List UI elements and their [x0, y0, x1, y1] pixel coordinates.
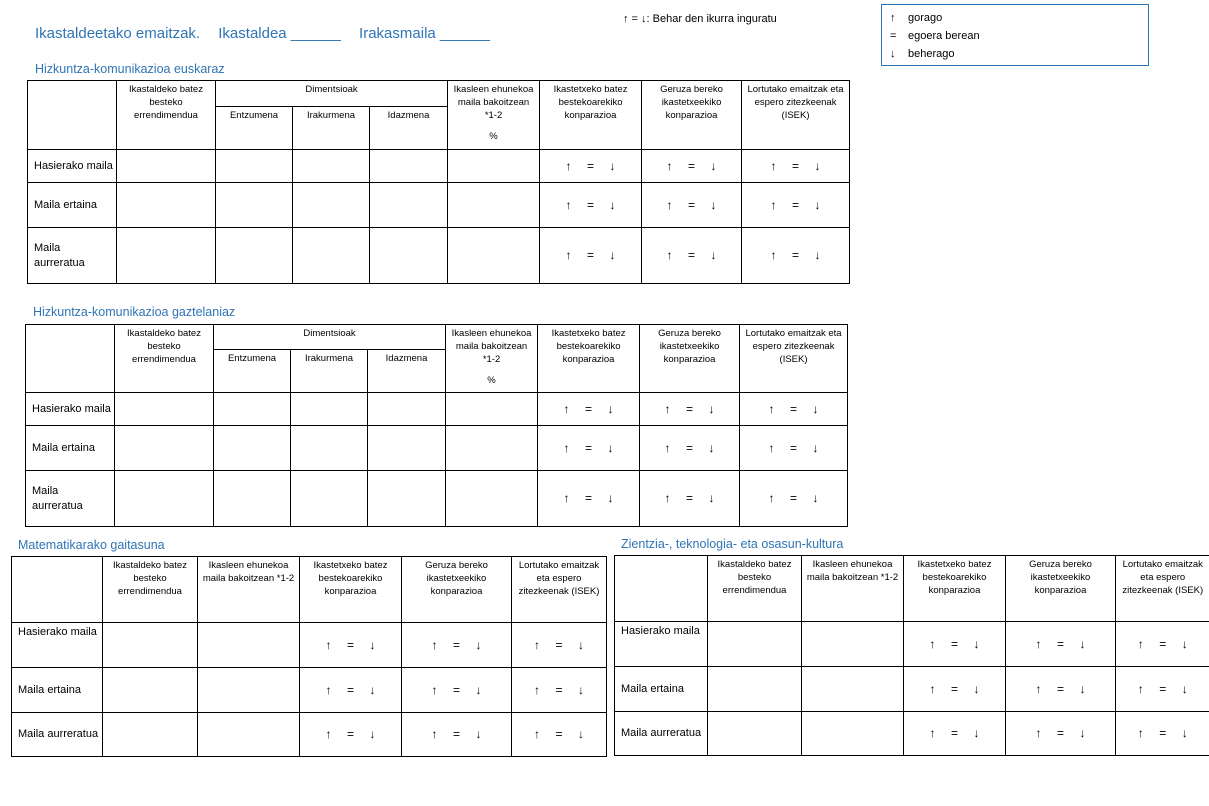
header-geruza: Geruza bereko ikastetxeekiko konparazioa [402, 557, 512, 623]
table-row [615, 667, 1209, 712]
arrow-choice[interactable]: ↑ = ↓ [642, 183, 742, 228]
corner-cell [26, 325, 115, 393]
input-cell[interactable] [117, 150, 216, 183]
input-cell[interactable] [368, 426, 446, 471]
table-euskara [27, 80, 850, 284]
arrow-choice[interactable]: ↑ = ↓ [904, 622, 1006, 667]
page-title [35, 25, 504, 42]
input-cell[interactable] [448, 183, 540, 228]
corner-cell [28, 81, 117, 150]
arrow-choice[interactable]: ↑ = ↓ [1006, 622, 1116, 667]
input-cell[interactable] [198, 713, 300, 757]
arrow-choice[interactable]: ↑ = ↓ [640, 393, 740, 426]
header-isek: Lortutako emaitzak eta espero zitezkeenak (ISEK) [742, 81, 850, 150]
input-cell[interactable] [214, 393, 291, 426]
arrow-choice[interactable]: ↑ = ↓ [540, 228, 642, 284]
arrow-choice[interactable]: ↑ = ↓ [642, 150, 742, 183]
arrow-choice[interactable]: ↑ = ↓ [904, 712, 1006, 756]
table-row [615, 712, 1209, 756]
arrow-choice[interactable]: ↑ = ↓ [1006, 712, 1116, 756]
arrow-choice[interactable]: ↑ = ↓ [300, 623, 402, 668]
arrow-choice[interactable]: ↑ = ↓ [512, 668, 607, 713]
input-cell[interactable] [103, 623, 198, 668]
arrow-choice[interactable]: ↑ = ↓ [512, 623, 607, 668]
input-cell[interactable] [446, 471, 538, 527]
input-cell[interactable] [708, 667, 802, 712]
input-cell[interactable] [291, 426, 368, 471]
header-errendimendua: Ikastaldeko batez besteko errendimendua [117, 81, 216, 150]
header-geruza: Geruza bereko ikastetxeekiko konparazioa [642, 81, 742, 150]
arrow-choice[interactable]: ↑ = ↓ [540, 150, 642, 183]
arrow-choice[interactable]: ↑ = ↓ [1116, 667, 1209, 712]
input-cell[interactable] [117, 183, 216, 228]
input-cell[interactable] [368, 471, 446, 527]
arrow-choice[interactable]: ↑ = ↓ [742, 228, 850, 284]
arrow-choice[interactable]: ↑ = ↓ [402, 713, 512, 757]
input-cell[interactable] [103, 668, 198, 713]
equal-icon: = [890, 30, 897, 42]
irakasmaila-field[interactable]: Irakasmaila ______ [359, 25, 490, 42]
input-cell[interactable] [448, 228, 540, 284]
input-cell[interactable] [293, 228, 370, 284]
header-irakurmena: Irakurmena [293, 107, 370, 150]
input-cell[interactable] [370, 183, 448, 228]
input-cell[interactable] [291, 393, 368, 426]
input-cell[interactable] [216, 183, 293, 228]
table-row [28, 228, 850, 284]
arrow-choice[interactable]: ↑ = ↓ [512, 713, 607, 757]
section-title-zientzia: Zientzia-, teknologia- eta osasun-kultura [621, 537, 844, 551]
legend-item-up: ↑ gorago [890, 9, 1148, 27]
arrow-choice[interactable]: ↑ = ↓ [1006, 667, 1116, 712]
arrow-choice[interactable]: ↑ = ↓ [1116, 712, 1209, 756]
header-dimentsioak: Dimentsioak [216, 81, 448, 107]
ikastaldea-field[interactable]: Ikastaldea ______ [218, 25, 341, 42]
title-text: Ikastaldeetako emaitzak. [35, 25, 201, 42]
row-label: Hasierako maila [26, 393, 115, 426]
header-idazmena: Idazmena [370, 107, 448, 150]
header-ikastetxe: Ikastetxeko batez bestekoarekiko konparazioa [300, 557, 402, 623]
header-ikastetxe: Ikastetxeko batez bestekoarekiko konparazioa [904, 556, 1006, 622]
input-cell[interactable] [216, 150, 293, 183]
table-row [12, 668, 607, 713]
input-cell[interactable] [115, 471, 214, 527]
input-cell[interactable] [448, 150, 540, 183]
input-cell[interactable] [198, 668, 300, 713]
header-isek: Lortutako emaitzak eta espero zitezkeenak (ISEK) [740, 325, 848, 393]
row-label: Hasierako maila [12, 623, 103, 668]
corner-cell [615, 556, 708, 622]
header-idazmena: Idazmena [368, 350, 446, 393]
arrow-choice[interactable]: ↑ = ↓ [740, 393, 848, 426]
arrow-up-icon: ↑ [890, 12, 896, 24]
input-cell[interactable] [115, 393, 214, 426]
arrow-choice[interactable]: ↑ = ↓ [740, 426, 848, 471]
arrow-choice[interactable]: ↑ = ↓ [300, 713, 402, 757]
row-label: Maila aurreratua [615, 712, 708, 756]
input-cell[interactable] [370, 150, 448, 183]
table-row [615, 622, 1209, 667]
header-geruza: Geruza bereko ikastetxeekiko konparazioa [1006, 556, 1116, 622]
row-label: Maila aurreratua [28, 228, 117, 284]
table-row [28, 183, 850, 228]
input-cell[interactable] [216, 228, 293, 284]
input-cell[interactable] [198, 623, 300, 668]
header-isek: Lortutako emaitzak eta espero zitezkeenak (ISEK) [1116, 556, 1209, 622]
arrow-choice[interactable]: ↑ = ↓ [402, 623, 512, 668]
row-label: Maila ertaina [28, 183, 117, 228]
arrow-choice[interactable]: ↑ = ↓ [538, 426, 640, 471]
table-gaztelania [25, 324, 848, 527]
row-label: Maila ertaina [615, 667, 708, 712]
header-ikastetxe: Ikastetxeko batez bestekoarekiko konparazioa [540, 81, 642, 150]
arrow-choice[interactable]: ↑ = ↓ [538, 393, 640, 426]
input-cell[interactable] [708, 712, 802, 756]
circle-instruction: ↑ = ↓: Behar den ikurra inguratu [623, 13, 777, 25]
input-cell[interactable] [214, 426, 291, 471]
arrow-choice[interactable]: ↑ = ↓ [642, 228, 742, 284]
legend-box [881, 4, 1149, 66]
arrow-choice[interactable]: ↑ = ↓ [740, 471, 848, 527]
row-label: Maila aurreratua [12, 713, 103, 757]
corner-cell [12, 557, 103, 623]
section-title-matematika: Matematikarako gaitasuna [18, 538, 165, 552]
header-ehunekoa: Ikasleen ehunekoa maila bakoitzean *1-2 % [448, 81, 540, 150]
input-cell[interactable] [446, 426, 538, 471]
legend-item-down: ↓ beherago [890, 45, 1148, 63]
header-dimentsioak: Dimentsioak [214, 325, 446, 350]
table-matematika [11, 556, 607, 757]
header-ikastetxe: Ikastetxeko batez bestekoarekiko konparazioa [538, 325, 640, 393]
input-cell[interactable] [117, 228, 216, 284]
header-entzumena: Entzumena [216, 107, 293, 150]
legend-item-equal: = egoera berean [890, 27, 1148, 45]
input-cell[interactable] [214, 471, 291, 527]
input-cell[interactable] [291, 471, 368, 527]
input-cell[interactable] [370, 228, 448, 284]
header-entzumena: Entzumena [214, 350, 291, 393]
header-errendimendua: Ikastaldeko batez besteko errendimendua [708, 556, 802, 622]
input-cell[interactable] [802, 712, 904, 756]
section-title-gaztelania: Hizkuntza-komunikazioa gaztelaniaz [33, 305, 236, 319]
header-ehunekoa: Ikasleen ehunekoa maila bakoitzean *1-2 [198, 557, 300, 623]
arrow-down-icon: ↓ [890, 48, 896, 60]
input-cell[interactable] [802, 622, 904, 667]
arrow-choice[interactable]: ↑ = ↓ [538, 471, 640, 527]
table-row [12, 713, 607, 757]
input-cell[interactable] [293, 183, 370, 228]
input-cell[interactable] [708, 622, 802, 667]
header-geruza: Geruza bereko ikastetxeekiko konparazioa [640, 325, 740, 393]
table-row [26, 393, 848, 426]
arrow-choice[interactable]: ↑ = ↓ [640, 426, 740, 471]
row-label: Maila aurreratua [26, 471, 115, 527]
row-label: Hasierako maila [28, 150, 117, 183]
header-errendimendua: Ikastaldeko batez besteko errendimendua [115, 325, 214, 393]
header-ehunekoa: Ikasleen ehunekoa maila bakoitzean *1-2 [802, 556, 904, 622]
arrow-choice[interactable]: ↑ = ↓ [1116, 622, 1209, 667]
input-cell[interactable] [293, 150, 370, 183]
header-errendimendua: Ikastaldeko batez besteko errendimendua [103, 557, 198, 623]
input-cell[interactable] [368, 393, 446, 426]
section-title-euskara: Hizkuntza-komunikazioa euskaraz [35, 62, 225, 76]
arrow-choice[interactable]: ↑ = ↓ [640, 471, 740, 527]
arrow-choice[interactable]: ↑ = ↓ [742, 150, 850, 183]
arrow-choice[interactable]: ↑ = ↓ [742, 183, 850, 228]
table-row [26, 471, 848, 527]
row-label: Maila ertaina [12, 668, 103, 713]
arrow-choice[interactable]: ↑ = ↓ [300, 668, 402, 713]
input-cell[interactable] [802, 667, 904, 712]
table-row [12, 623, 607, 668]
arrow-choice[interactable]: ↑ = ↓ [540, 183, 642, 228]
header-irakurmena: Irakurmena [291, 350, 368, 393]
table-zientzia [614, 555, 1209, 756]
input-cell[interactable] [103, 713, 198, 757]
row-label: Hasierako maila [615, 622, 708, 667]
arrow-choice[interactable]: ↑ = ↓ [402, 668, 512, 713]
arrow-choice[interactable]: ↑ = ↓ [904, 667, 1006, 712]
input-cell[interactable] [115, 426, 214, 471]
table-row [26, 426, 848, 471]
row-label: Maila ertaina [26, 426, 115, 471]
table-row [28, 150, 850, 183]
input-cell[interactable] [446, 393, 538, 426]
header-isek: Lortutako emaitzak eta espero zitezkeenak (ISEK) [512, 557, 607, 623]
header-ehunekoa: Ikasleen ehunekoa maila bakoitzean *1-2 % [446, 325, 538, 393]
